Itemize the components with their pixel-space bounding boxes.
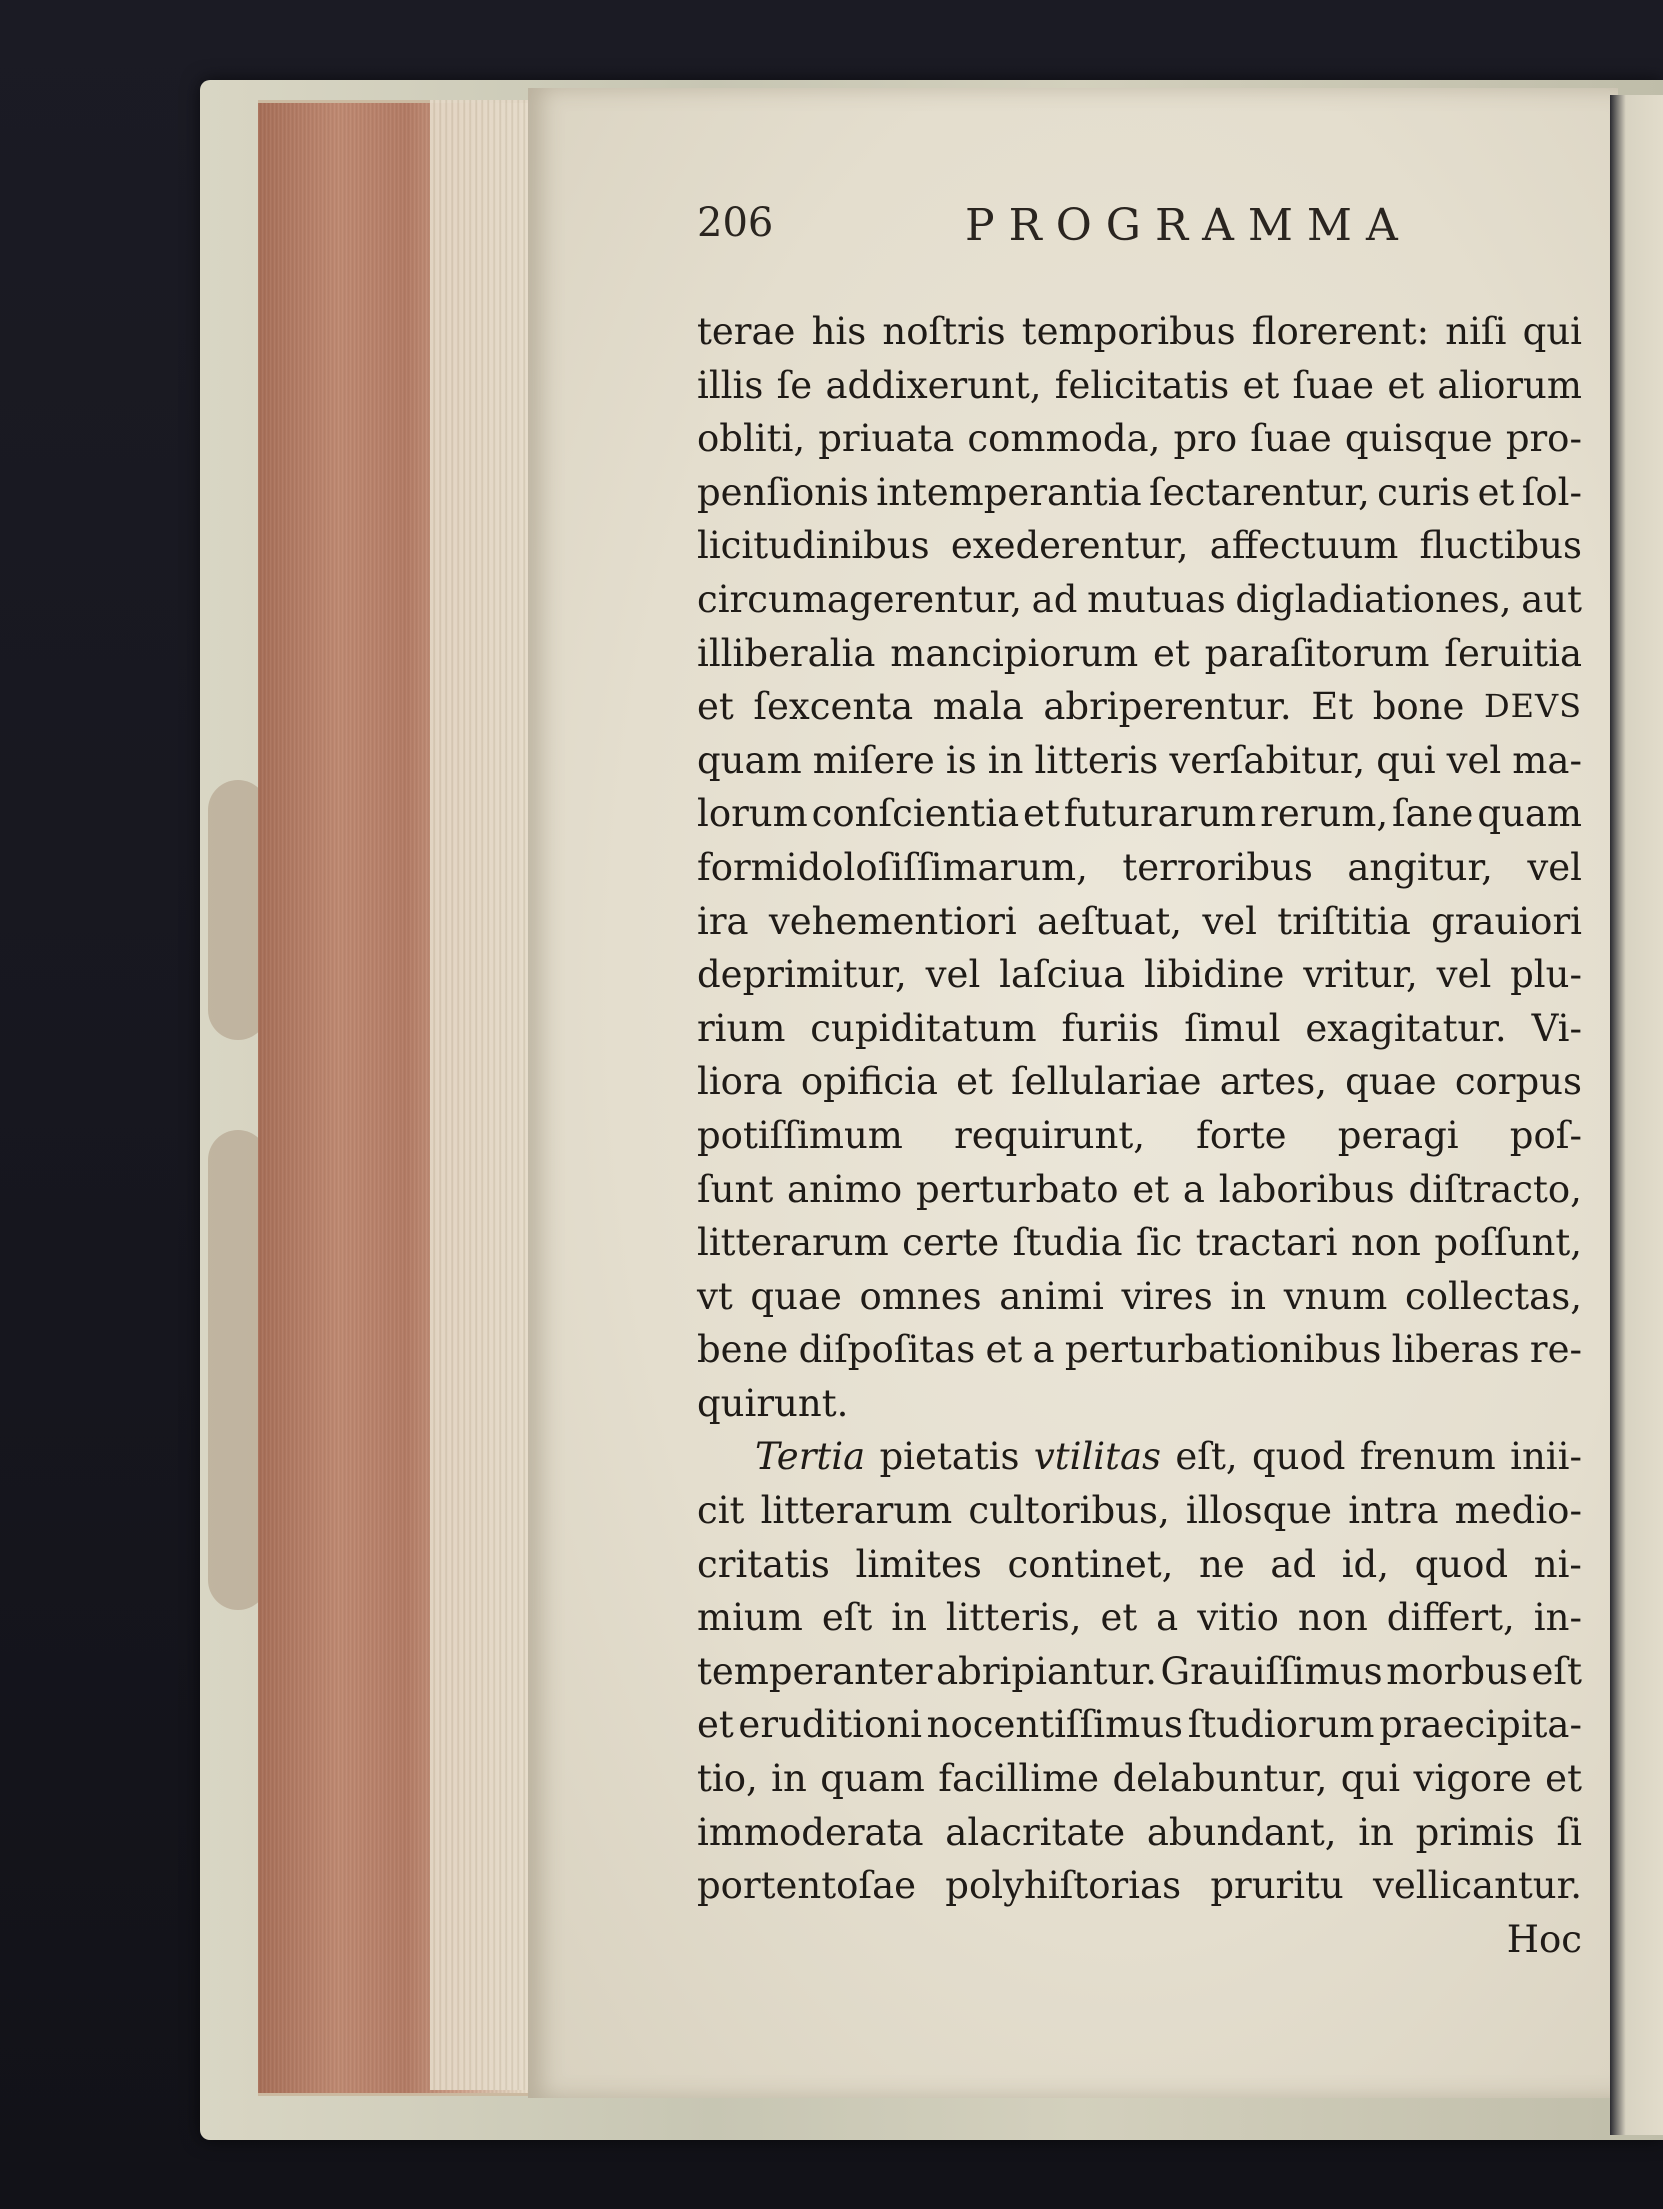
word: ſeruitia xyxy=(1444,631,1582,675)
word: cultoribus, xyxy=(968,1489,1170,1533)
text-line xyxy=(697,1377,1582,1431)
word: et xyxy=(697,685,734,729)
word: DEVS xyxy=(1483,687,1582,726)
word: et xyxy=(1132,1167,1170,1211)
word: continet, xyxy=(1007,1542,1174,1586)
word: eruditioni xyxy=(738,1703,922,1747)
text-line xyxy=(697,412,1582,466)
word: potiſſimum xyxy=(697,1113,903,1157)
word: eſt xyxy=(1531,1649,1582,1693)
word: futurarum xyxy=(1063,792,1257,836)
word: in xyxy=(1358,1810,1394,1854)
catchword: Hoc xyxy=(1506,1917,1582,1961)
word: bone xyxy=(1372,685,1465,729)
word: ſi xyxy=(1556,1810,1582,1854)
text-line xyxy=(697,895,1582,949)
text-line xyxy=(697,841,1582,895)
body-text xyxy=(697,305,1582,1966)
word: rerum, xyxy=(1260,792,1389,836)
word: in- xyxy=(1533,1596,1582,1640)
word: litteris xyxy=(1034,738,1159,782)
text-line xyxy=(697,1002,1582,1056)
word: pietatis xyxy=(879,1435,1020,1479)
word: cit xyxy=(697,1489,745,1533)
word: vires xyxy=(1121,1274,1213,1318)
word: penſionis xyxy=(697,470,869,514)
word: vnum xyxy=(1283,1274,1388,1318)
text-line xyxy=(697,627,1582,681)
word: temporibus xyxy=(1021,310,1236,353)
word: praecipita- xyxy=(1379,1703,1582,1747)
word: requirunt, xyxy=(954,1113,1145,1157)
word: polyhiſtorias xyxy=(945,1864,1182,1908)
text-line xyxy=(697,1163,1582,1217)
word: perturbato xyxy=(915,1167,1119,1211)
text-line xyxy=(697,680,1582,734)
word: quod xyxy=(1251,1435,1346,1479)
word: terroribus xyxy=(1122,845,1313,889)
word: Grauiſſimus xyxy=(1160,1649,1383,1693)
word: ſimul xyxy=(1184,1006,1281,1050)
running-head xyxy=(697,200,1412,260)
word: vtilitas xyxy=(1033,1435,1162,1479)
page-block-inner-edge xyxy=(430,100,530,2090)
word: paraſitorum xyxy=(1204,631,1430,675)
text-line xyxy=(697,1859,1582,1913)
word: corpus xyxy=(1454,1060,1582,1104)
text-line xyxy=(697,1538,1582,1592)
word: alacritate xyxy=(945,1810,1126,1854)
word: vel xyxy=(1446,738,1502,782)
word: poſſunt, xyxy=(1434,1221,1582,1265)
word: abundant, xyxy=(1146,1810,1337,1854)
word: et xyxy=(1477,470,1515,514)
word: quam xyxy=(697,738,802,782)
word: vigore xyxy=(1413,1757,1532,1801)
word: furiis xyxy=(1061,1006,1160,1050)
word: ſellulariae xyxy=(1011,1060,1202,1104)
word: animo xyxy=(787,1167,903,1211)
word: quam xyxy=(1477,792,1582,836)
text-line xyxy=(697,1752,1582,1806)
running-title: PROGRAMMA xyxy=(965,200,1412,251)
word: et xyxy=(1023,792,1060,836)
word: illis xyxy=(697,363,764,407)
word: ſexcenta xyxy=(753,685,914,729)
word: et xyxy=(697,1703,734,1747)
text-line xyxy=(697,1270,1582,1324)
word: vel xyxy=(1202,899,1257,943)
word: diſtracto, xyxy=(1408,1167,1582,1211)
word: collectas, xyxy=(1405,1274,1582,1318)
text-line xyxy=(697,1645,1582,1699)
word: ſe xyxy=(776,363,813,407)
word: niſi xyxy=(1445,310,1507,353)
word: plu- xyxy=(1510,953,1582,997)
text-line xyxy=(697,466,1582,520)
word: curis xyxy=(1377,470,1471,514)
text-line xyxy=(697,1484,1582,1538)
word: in xyxy=(987,738,1024,782)
text-line xyxy=(697,1055,1582,1109)
text-line xyxy=(697,305,1582,359)
word: obliti, xyxy=(697,417,806,461)
word: litterarum xyxy=(760,1489,953,1533)
text-line xyxy=(697,1806,1582,1860)
word: quae xyxy=(750,1274,842,1318)
word: mancipiorum xyxy=(890,631,1139,675)
word: non xyxy=(1350,1221,1421,1265)
word: et xyxy=(1153,631,1190,675)
word: terae xyxy=(697,310,796,353)
word: is xyxy=(945,738,977,782)
word: tractari xyxy=(1195,1221,1338,1265)
word: portentoſae xyxy=(697,1864,917,1908)
word: pro- xyxy=(1505,417,1582,461)
word: priuata xyxy=(818,417,955,461)
word: ſane xyxy=(1391,792,1474,836)
word: in xyxy=(891,1596,927,1640)
word: pruritu xyxy=(1210,1864,1344,1908)
text-line xyxy=(697,359,1582,413)
word: ma- xyxy=(1512,738,1582,782)
word: id, xyxy=(1341,1542,1389,1586)
paragraph-2 xyxy=(697,1430,1582,1912)
word: noſtris xyxy=(882,310,1006,353)
word: ſuae xyxy=(1292,363,1375,407)
word: in xyxy=(1230,1274,1267,1318)
word: morbus xyxy=(1386,1649,1528,1693)
text-line xyxy=(697,573,1582,627)
word: poſ- xyxy=(1509,1113,1582,1157)
text-line xyxy=(697,1109,1582,1163)
word: licitudinibus xyxy=(697,524,930,568)
word: vehementiori xyxy=(768,899,1017,943)
word: medio- xyxy=(1454,1489,1582,1533)
word: vellicantur. xyxy=(1373,1864,1582,1908)
word: qui xyxy=(1340,1757,1401,1801)
word: ad xyxy=(1270,1542,1317,1586)
word: deprimitur, xyxy=(697,953,907,997)
word: rium xyxy=(697,1006,786,1050)
text-line xyxy=(697,734,1582,788)
word: peragi xyxy=(1337,1113,1459,1157)
word: non xyxy=(1297,1596,1368,1640)
word: et xyxy=(1545,1757,1582,1801)
word: intemperantia xyxy=(876,470,1142,514)
word: abripiantur. xyxy=(936,1649,1157,1693)
word: ni- xyxy=(1533,1542,1582,1586)
word: digladiationes, xyxy=(1235,577,1512,621)
catchword-row xyxy=(697,1913,1582,1967)
word: animi xyxy=(999,1274,1104,1318)
text-line xyxy=(697,519,1582,573)
word: illiberalia xyxy=(697,631,876,675)
word: aeſtuat, xyxy=(1037,899,1183,943)
word: quam xyxy=(820,1757,925,1801)
word: artes, xyxy=(1219,1060,1327,1104)
word: temperanter xyxy=(697,1649,933,1693)
word: exagitatur. xyxy=(1305,1006,1507,1050)
word: pro xyxy=(1173,417,1238,461)
word: ſtudia xyxy=(1012,1221,1123,1265)
word: vitio xyxy=(1197,1596,1279,1640)
word: a xyxy=(1156,1596,1179,1640)
word: liberas xyxy=(1391,1328,1520,1372)
word: abriperentur. xyxy=(1043,685,1292,729)
word: grauiori xyxy=(1431,899,1582,943)
word: et xyxy=(1387,363,1425,407)
word: ſtudiorum xyxy=(1187,1703,1375,1747)
word: opificia xyxy=(800,1060,938,1104)
word: verſabitur, xyxy=(1169,738,1366,782)
word: in xyxy=(771,1757,807,1801)
word: limites xyxy=(855,1542,982,1586)
word: aliorum xyxy=(1437,363,1582,407)
word: et xyxy=(985,1328,1023,1372)
word: eſt xyxy=(821,1596,873,1640)
text-line xyxy=(697,948,1582,1002)
word: lorum xyxy=(697,792,808,836)
word: et xyxy=(1242,363,1280,407)
word: cupiditatum xyxy=(810,1006,1037,1050)
word: qui xyxy=(1522,310,1582,353)
word: formidoloſiſſimarum, xyxy=(697,845,1088,889)
word: bene xyxy=(697,1328,789,1372)
word: ſol- xyxy=(1521,470,1582,514)
word: primis xyxy=(1415,1810,1535,1854)
facing-page-edge xyxy=(1610,95,1663,2135)
word: re- xyxy=(1529,1328,1582,1372)
word: perturbationibus xyxy=(1064,1328,1382,1372)
word: circumagerentur, xyxy=(697,577,1023,621)
word: fluctibus xyxy=(1419,524,1582,568)
word: ſectarentur, xyxy=(1149,470,1370,514)
word: et xyxy=(1100,1596,1138,1640)
word: quod xyxy=(1414,1542,1509,1586)
word: a xyxy=(1032,1328,1055,1372)
word: laſciua xyxy=(999,953,1126,997)
word: a xyxy=(1182,1167,1205,1211)
word: ira xyxy=(697,899,749,943)
word: felicitatis xyxy=(1054,363,1230,407)
word: quisque xyxy=(1344,417,1493,461)
word: vt xyxy=(697,1274,733,1318)
word: delabuntur, xyxy=(1112,1757,1328,1801)
word: ad xyxy=(1031,577,1078,621)
word: eſt, xyxy=(1175,1435,1238,1479)
word: miſere xyxy=(812,738,935,782)
word: omnes xyxy=(859,1274,982,1318)
word: mium xyxy=(697,1596,803,1640)
word: litterarum xyxy=(697,1221,889,1265)
word: commoda, xyxy=(967,417,1161,461)
text-line xyxy=(697,1430,1582,1484)
word: conſcientia xyxy=(811,792,1020,836)
word: illosque xyxy=(1185,1489,1333,1533)
word: quae xyxy=(1345,1060,1437,1104)
word: mutuas xyxy=(1087,577,1226,621)
word: ne xyxy=(1198,1542,1245,1586)
word: vel xyxy=(925,953,981,997)
word: aut xyxy=(1521,577,1582,621)
word: vel xyxy=(1436,953,1492,997)
word: laboribus xyxy=(1218,1167,1395,1211)
text-line xyxy=(697,1591,1582,1645)
word: tio, xyxy=(697,1757,758,1801)
word: facillime xyxy=(938,1757,1100,1801)
word: et xyxy=(956,1060,993,1104)
word: Et xyxy=(1311,685,1354,729)
word: his xyxy=(811,310,867,353)
word: ſunt xyxy=(697,1167,774,1211)
text-line xyxy=(697,787,1582,841)
word: florerent: xyxy=(1251,310,1430,353)
word: exederentur, xyxy=(950,524,1189,568)
word: affectuum xyxy=(1209,524,1399,568)
word: liora xyxy=(697,1060,783,1104)
word: triſtitia xyxy=(1277,899,1411,943)
word: vritur, xyxy=(1303,953,1418,997)
word: ſuae xyxy=(1250,417,1332,461)
word: certe xyxy=(902,1221,1000,1265)
word: libidine xyxy=(1144,953,1285,997)
word: mala xyxy=(932,685,1024,729)
text-line xyxy=(697,1323,1582,1377)
word: qui xyxy=(1376,738,1436,782)
word: forte xyxy=(1196,1113,1287,1157)
paragraph-1 xyxy=(697,305,1582,1430)
word: frenum xyxy=(1359,1435,1496,1479)
text-line xyxy=(697,1216,1582,1270)
word: differt, xyxy=(1386,1596,1515,1640)
word: inii- xyxy=(1510,1435,1582,1479)
word: immoderata xyxy=(697,1810,924,1854)
word: ſic xyxy=(1136,1221,1183,1265)
word: angitur, xyxy=(1347,845,1493,889)
word: diſpoſitas xyxy=(798,1328,976,1372)
word: addixerunt, xyxy=(825,363,1042,407)
word: critatis xyxy=(697,1542,830,1586)
word: intra xyxy=(1348,1489,1439,1533)
text-line xyxy=(697,1698,1582,1752)
word: quirunt. xyxy=(697,1381,849,1425)
word: nocentiſſimus xyxy=(926,1703,1184,1747)
page-number: 206 xyxy=(697,200,774,246)
word: Vi- xyxy=(1531,1006,1582,1050)
word: litteris, xyxy=(945,1596,1082,1640)
word: vel xyxy=(1527,845,1582,889)
word: Tertia xyxy=(755,1435,866,1479)
